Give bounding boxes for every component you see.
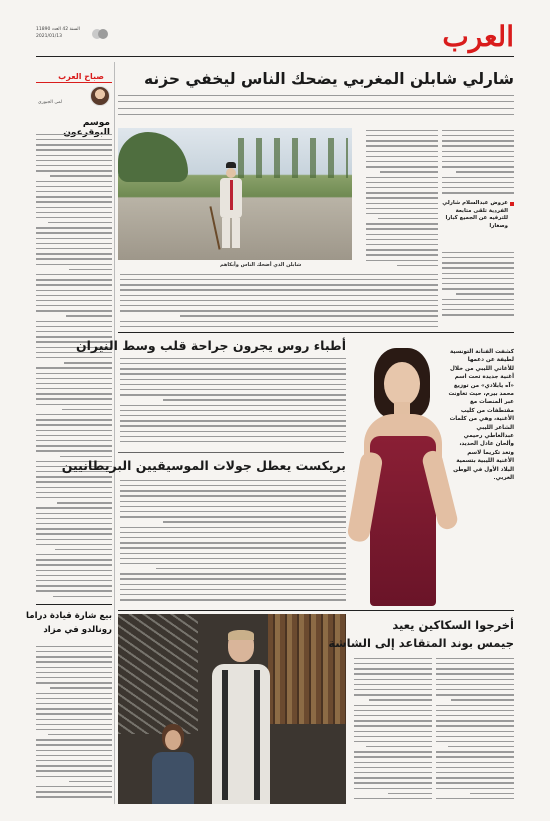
sidebar-author: لمى الجبوري: [38, 100, 63, 105]
top-body-col-2: [366, 128, 438, 270]
surgery-rule: [118, 452, 344, 453]
text-line: [436, 796, 514, 801]
knife-wall: [118, 614, 198, 734]
brexit-body: [120, 478, 346, 606]
masthead: [0, 0, 550, 60]
top-body-row: [120, 272, 438, 330]
text-line: [366, 263, 438, 268]
top-headline: شارلي شابلن المغربي يضحك الناس ليخفي حزنه: [144, 70, 514, 88]
singer-blurb: كشفت الفنانة التونسية لطيفة عن دعمها للأغاني الليبي من خلال أغنية جديدة تحت اسم «آه يابلادي» من توزيع محمد بيرم، حيث تعاونت عبر المنصات مع مقتطفات من كليب الأغنية، وهي من كلمات الشاعر الليبي عبدالعاطي رحيمي وألحان عادل الحديد، وتعد تكريما لاسم الأغنية الليبية بتسمية البلاد الأول في الوطن العربي.: [448, 349, 514, 482]
sidebar-bottom-headline-1: بيع شارة قيادة دراما: [26, 611, 112, 621]
bottom-section-rule: [118, 610, 514, 611]
text-line: [36, 594, 112, 599]
sidebar-column-rule: [114, 62, 115, 804]
quote-marker-icon: [510, 202, 514, 206]
sidebar-column-title: موسم: [82, 118, 110, 128]
top-lead: [118, 92, 514, 124]
tree-left: [118, 132, 188, 182]
pull-quote: [442, 200, 514, 246]
bond-photo: [118, 614, 346, 804]
singer-box: [350, 340, 514, 608]
top-article-rule: [118, 332, 514, 333]
text-line: [354, 796, 432, 801]
actor-figure: [206, 630, 276, 804]
avatar: [90, 86, 110, 106]
sidebar-divider: [36, 604, 112, 605]
text-line: [36, 794, 112, 799]
bubble-logo-icon: [92, 28, 108, 40]
sidebar-column-body: [36, 132, 112, 602]
top-photo: [118, 128, 352, 260]
surgery-headline: أطباء روس يجرون جراحة قلب وسط النيران: [75, 338, 346, 353]
issue-info: [36, 26, 80, 40]
issue-line-1: السنة 42 العدد 11890: [36, 27, 80, 32]
text-line: [118, 112, 514, 119]
bookshelf: [268, 614, 346, 724]
logo: العرب: [442, 20, 514, 53]
surgery-body: [120, 356, 346, 448]
issue-line-2: 2021/01/13: [36, 34, 62, 39]
bond-headline-2: جيمس بوند المتقاعد إلى الشاشة: [328, 636, 514, 650]
sidebar-section-title: صباح العرب: [58, 72, 104, 81]
text-line: [120, 324, 438, 329]
pull-quote-text: عروض عبدالسلام شارلي الفردية تلقى متابعة للترفيه عن الجميع كبارا وصغارا: [442, 200, 508, 229]
brexit-headline: بريكست يعطل جولات الموسيقيين البريطانيين: [61, 458, 346, 473]
masthead-rule: [36, 56, 514, 57]
top-body-col-1b: [442, 250, 514, 320]
text-line: [120, 597, 346, 602]
text-line: [442, 312, 514, 317]
singer-photo: [350, 340, 454, 606]
actress-figure: [148, 724, 198, 804]
text-line: [120, 439, 346, 444]
sidebar-title-rule: [36, 82, 112, 83]
bond-headline-1: أخرجوا السكاكين يعيد: [392, 618, 514, 632]
sidebar-bottom-headline-2: رونالدو في مزاد: [43, 625, 112, 635]
performer-figure: [214, 162, 248, 250]
sidebar-bottom-body: [36, 644, 112, 804]
top-body-col-1: [442, 128, 514, 198]
bond-body-col-1: [436, 656, 514, 804]
bond-body-col-2: [354, 656, 432, 804]
text-line: [442, 190, 514, 195]
palm-trees: [238, 138, 348, 178]
top-photo-caption: شابلن الذي أضحك الناس وأبكاهم: [220, 262, 302, 268]
sidebar: [26, 60, 112, 805]
